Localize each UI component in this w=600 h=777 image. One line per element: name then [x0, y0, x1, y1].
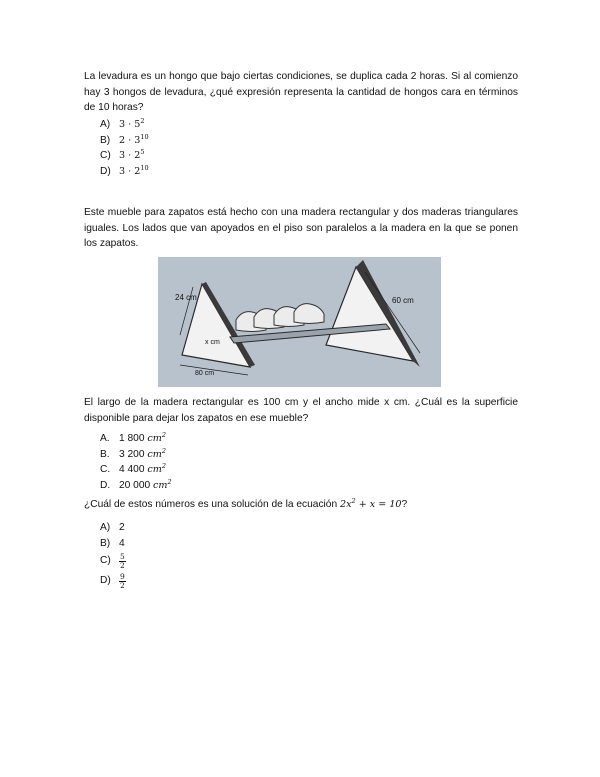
option-label: B)	[100, 537, 111, 549]
option-unit: $cm^2$	[147, 446, 166, 460]
option-label: C)	[100, 150, 111, 162]
label-width: x cm	[205, 339, 220, 346]
option-value: 2	[119, 522, 125, 533]
question2-followup: El largo de la madera rectangular es 100 cm y el ancho mide x cm. ¿Cuál es la superficie disponible para dejar los zapatos en ese mueble?	[84, 397, 518, 424]
question3-option-a[interactable]	[100, 520, 126, 536]
question2-option-c[interactable]	[100, 462, 172, 478]
option-value: 4 400	[119, 464, 145, 476]
question1-option-d[interactable]	[100, 164, 149, 180]
question1-option-b[interactable]	[100, 133, 149, 149]
option-expression: $3 \cdot 2^{10}$	[119, 163, 149, 177]
option-value: 1 800	[119, 433, 145, 444]
option-expression: $3 \cdot 5^2$	[119, 117, 145, 130]
question1-option-c[interactable]	[100, 148, 149, 164]
option-value: 20 000	[119, 479, 151, 491]
question3-text: ¿Cuál de estos números es una solución de la ecuación $2x^2 + x = 10$?	[84, 497, 408, 510]
label-right: 60 cm	[392, 296, 414, 305]
shoe-rack-figure	[158, 257, 441, 387]
option-unit: $cm^2$	[147, 462, 166, 476]
option-label: A)	[100, 522, 111, 533]
label-side: 24 cm	[175, 293, 197, 302]
option-label: D)	[100, 575, 111, 587]
option-fraction: $\frac{9}{2}$	[120, 571, 125, 590]
option-expression: $3 \cdot 2^5$	[119, 148, 145, 162]
option-fraction: $\frac{5}{2}$	[120, 551, 125, 570]
question3-options	[100, 520, 126, 591]
option-label: B.	[100, 448, 110, 460]
option-unit: $cm^2$	[153, 477, 172, 491]
question2-text: Este mueble para zapatos está hecho con una madera rectangular y dos maderas triangulares iguales. Los lados que van apoyados en el piso son paralelos a la madera en la que se ponen los zapatos.	[84, 207, 518, 249]
question1-text: La levadura es un hongo que bajo ciertas condiciones, se duplica cada 2 horas. Si al comienzo hay 3 hongos de levadura, ¿qué expresión representa la cantidad de hongos cara en términos de 10 horas?	[84, 71, 518, 113]
option-label: C.	[100, 464, 111, 476]
question2-option-b[interactable]	[100, 447, 172, 463]
label-base: 80 cm	[195, 370, 215, 377]
option-label: D.	[100, 479, 111, 491]
option-unit: $cm^2$	[147, 431, 166, 444]
question1-option-a[interactable]	[100, 117, 149, 133]
question2-option-d[interactable]	[100, 478, 172, 494]
question3-option-c[interactable]	[100, 551, 126, 571]
option-expression: $2 \cdot 3^{10}$	[119, 132, 149, 146]
option-label: C)	[100, 555, 111, 567]
question1-options	[100, 117, 149, 179]
option-value: 4	[119, 537, 125, 549]
equation: $2x^2 + x = 10$	[339, 497, 402, 510]
option-value: 3 200	[119, 448, 145, 460]
option-label: A)	[100, 119, 111, 130]
option-label: B)	[100, 134, 111, 146]
question3-option-d[interactable]	[100, 571, 126, 591]
question2-option-a[interactable]	[100, 431, 172, 447]
question3-option-b[interactable]	[100, 536, 126, 552]
question2-options	[100, 431, 172, 493]
option-label: A.	[100, 433, 110, 444]
option-label: D)	[100, 165, 111, 177]
